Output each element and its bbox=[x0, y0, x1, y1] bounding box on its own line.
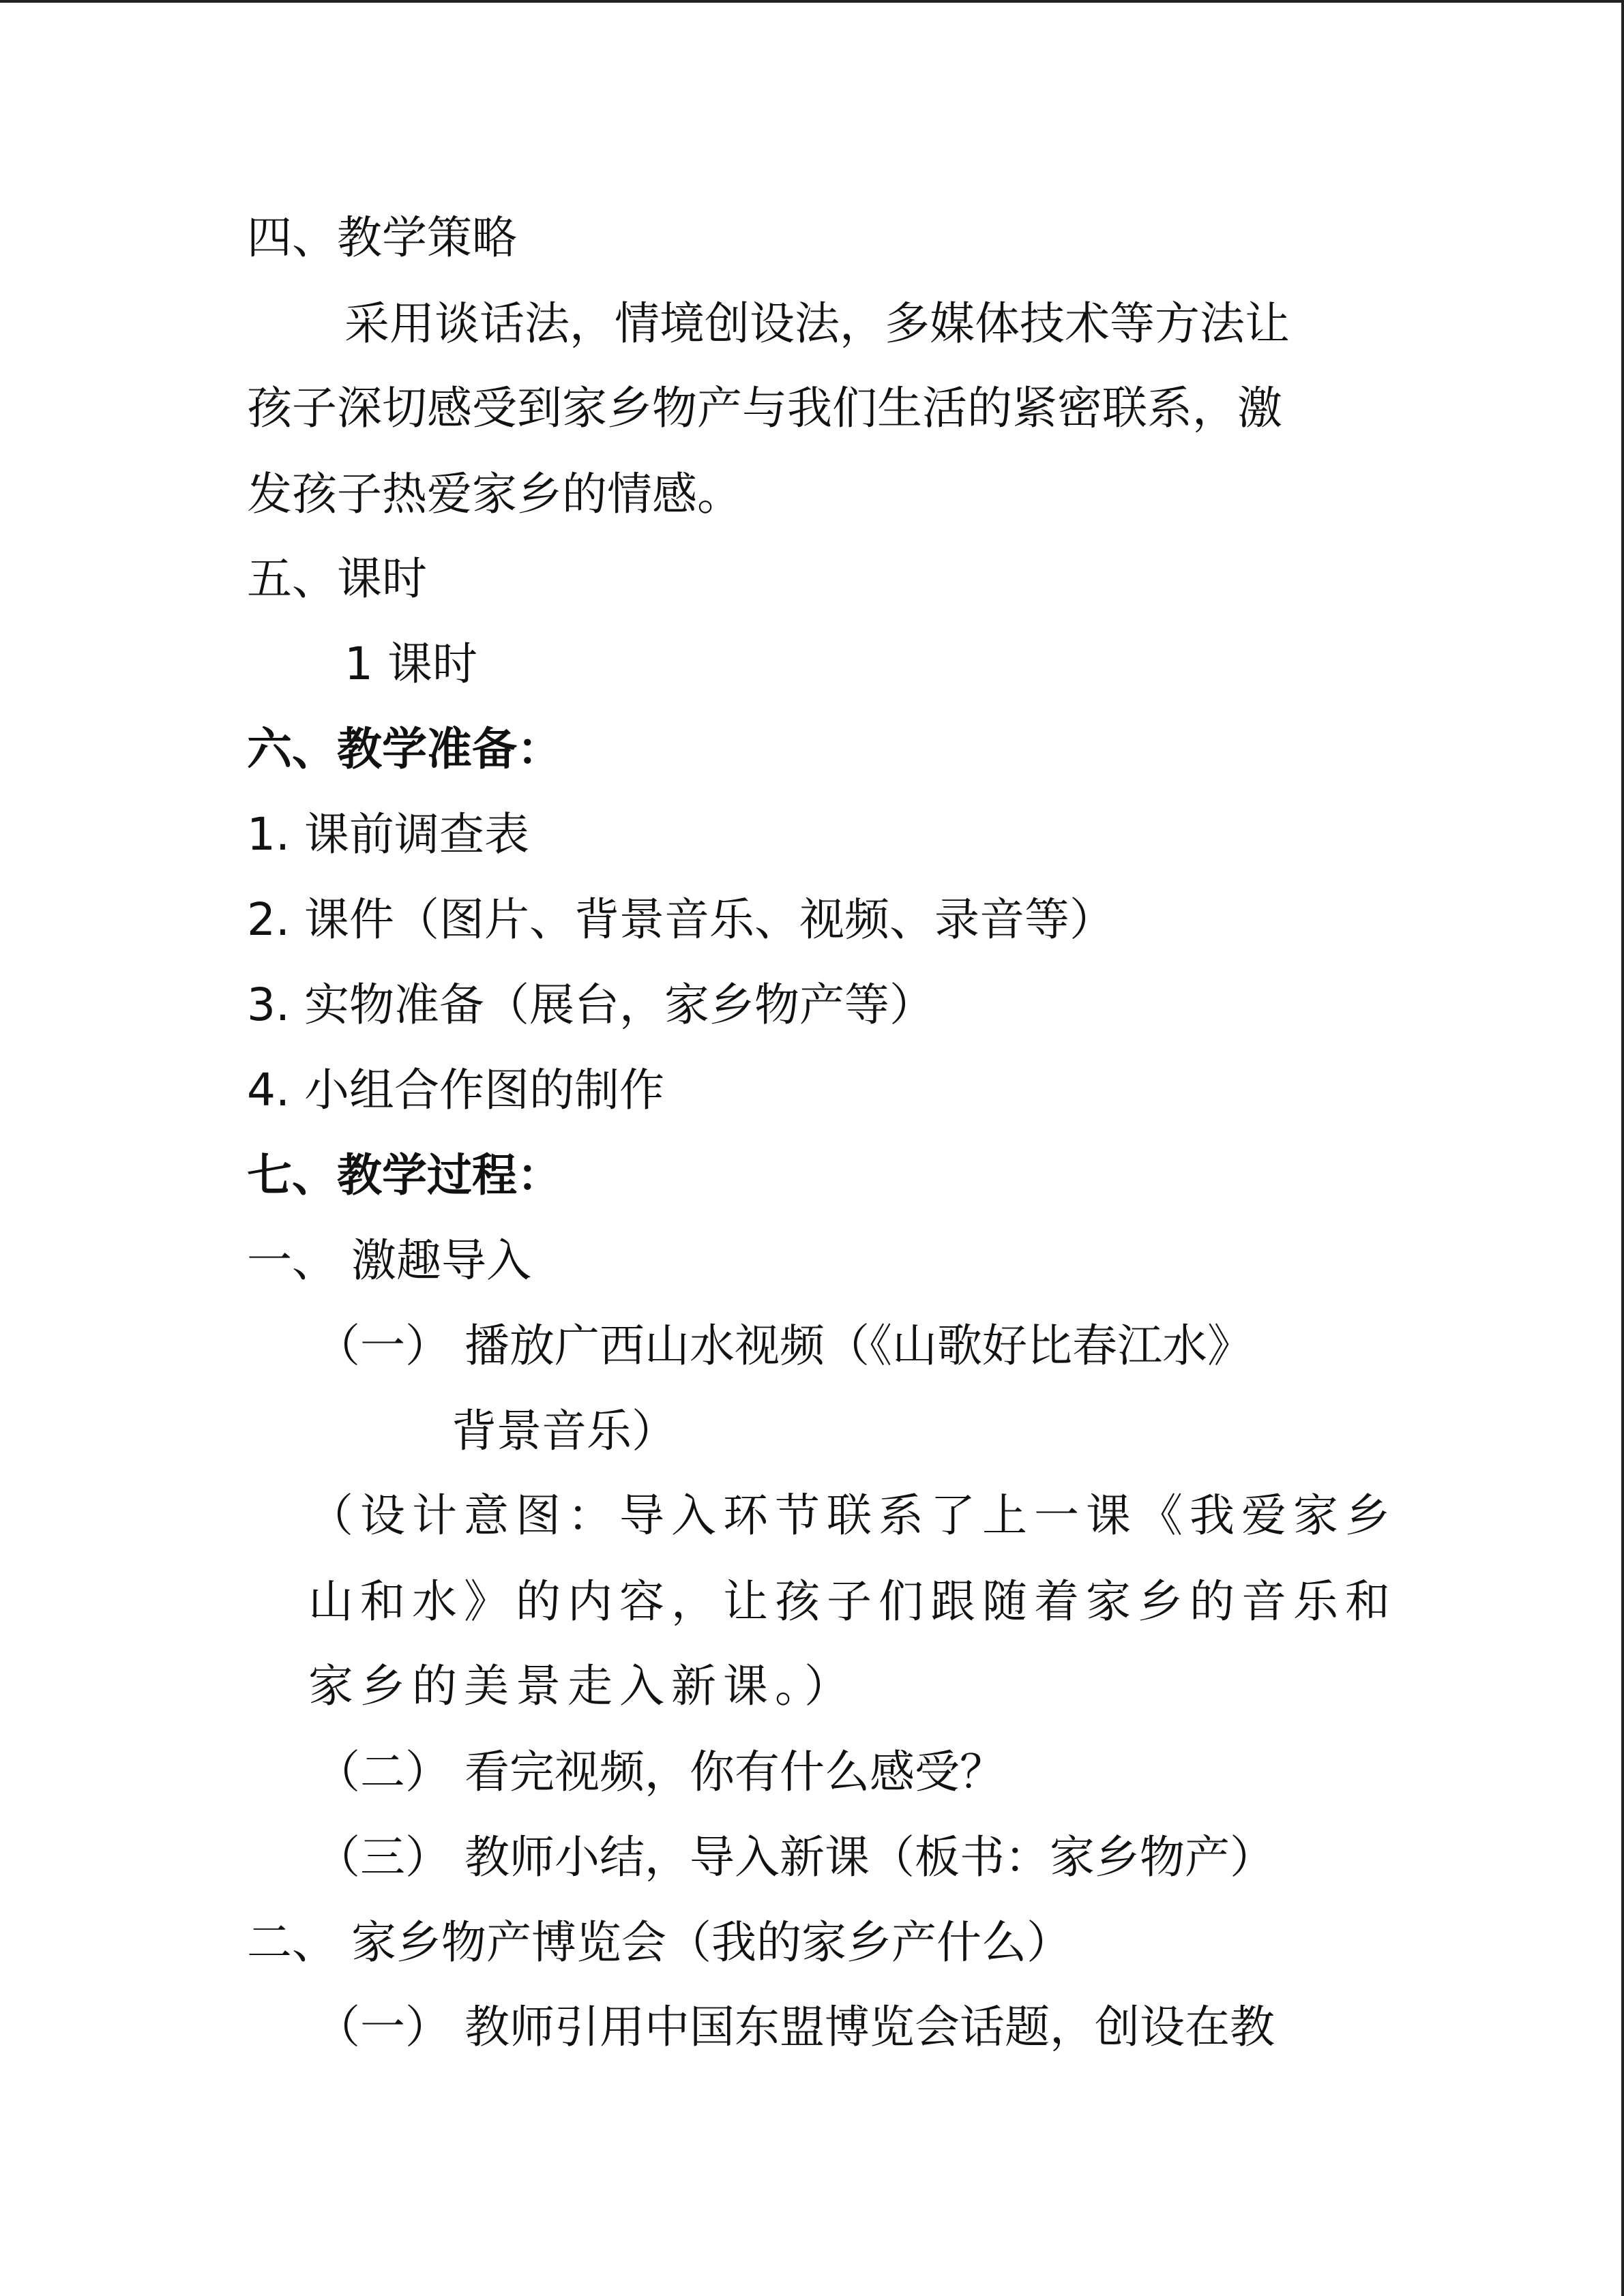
subsection-item: （二） 看完视频，你有什么感受？ bbox=[315, 1746, 1005, 1798]
list-item: 4. 小组合作图的制作 bbox=[247, 1064, 664, 1116]
paragraph-line: 孩子深切感受到家乡物产与我们生活的紧密联系，激 bbox=[247, 382, 1282, 434]
subsection-heading: 一、 激趣导入 bbox=[247, 1234, 531, 1287]
list-item: 1. 课前调查表 bbox=[247, 808, 529, 861]
section-heading-strategy: 四、教学策略 bbox=[247, 211, 517, 264]
paragraph-line: 发孩子热爱家乡的情感。 bbox=[247, 468, 742, 520]
list-item: 3. 实物准备（展台，家乡物产等） bbox=[247, 979, 934, 1031]
page-border-right bbox=[1621, 0, 1624, 2296]
subsection-item: （一） 播放广西山水视频（《山歌好比春江水》 bbox=[315, 1320, 1252, 1372]
page-border-top bbox=[0, 0, 1624, 3]
section-heading-preparation: 六、教学准备： bbox=[247, 723, 562, 775]
subsection-item-continued: 背景音乐） bbox=[452, 1405, 677, 1457]
subsection-item: （三） 教师小结，导入新课（板书：家乡物产） bbox=[315, 1831, 1275, 1883]
paragraph-line: 采用谈话法，情境创设法，多媒体技术等方法让 bbox=[344, 297, 1290, 350]
section-heading-process: 七、教学过程： bbox=[247, 1149, 562, 1202]
subsection-item: （一） 教师引用中国东盟博览会话题，创设在教 bbox=[315, 2001, 1275, 2053]
design-intent-line: 家乡的美景走入新课。） bbox=[308, 1660, 856, 1712]
design-intent-line: 山和水》的内容，让孩子们跟随着家乡的音乐和 bbox=[308, 1575, 1397, 1628]
section-heading-period: 五、课时 bbox=[247, 552, 427, 605]
design-intent-line: （设计意图：导入环节联系了上一课《我爱家乡 bbox=[308, 1489, 1397, 1542]
paragraph-line: 1 课时 bbox=[344, 638, 477, 690]
list-item: 2. 课件（图片、背景音乐、视频、录音等） bbox=[247, 893, 1114, 946]
subsection-heading: 二、 家乡物产博览会（我的家乡产什么） bbox=[247, 1916, 1072, 1969]
